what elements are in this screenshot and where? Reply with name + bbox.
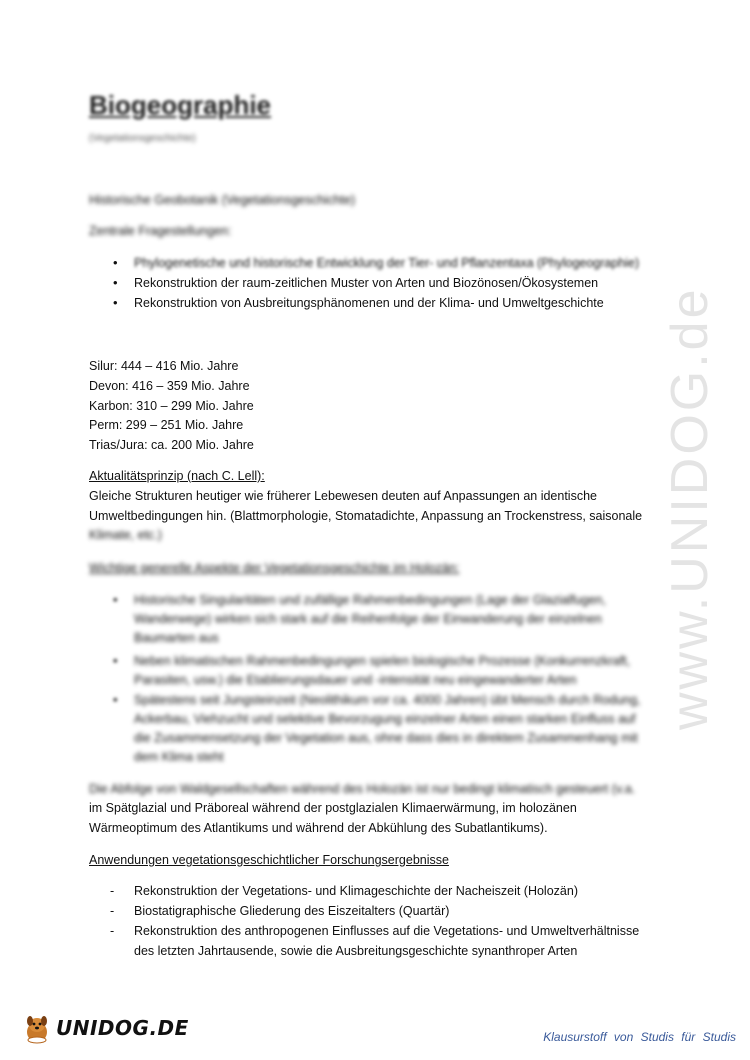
- dash-icon: -: [110, 924, 115, 938]
- application-item: Rekonstruktion des anthropogenen Einflusses auf die Vegetations- und Umweltverhältnisse: [134, 924, 640, 938]
- section-label: Historische Geobotanik (Vegetationsgeschichte): [89, 193, 356, 207]
- dash-icon: -: [110, 904, 115, 918]
- watermark: www.UNIDOG.de: [661, 286, 719, 730]
- application-item: Rekonstruktion der Vegetations- und Klimageschichte der Nacheiszeit (Holozän): [134, 884, 578, 898]
- question-item: Rekonstruktion der raum-zeitlichen Muster von Arten und Biozönosen/Ökosystemen: [134, 276, 599, 290]
- dash-icon: -: [110, 884, 115, 898]
- period-line: Silur: 444 – 416 Mio. Jahre: [89, 359, 239, 373]
- page-title: Biogeographie: [89, 90, 272, 120]
- aspect-line: die Zusammensetzung der Vegetation aus, ohne dass dies in direktem Zusammenhang mit: [134, 731, 638, 745]
- bullet-icon: •: [113, 653, 118, 668]
- page-subtitle: (Vegetationsgeschichte): [89, 133, 196, 144]
- question-item: Rekonstruktion von Ausbreitungsphänomenen und der Klima- und Umweltgeschichte: [134, 296, 604, 310]
- aspect-line: Historische Singularitäten und zufällige Rahmenbedingungen (Lage der Glazialfugen,: [134, 593, 606, 607]
- period-line: Perm: 299 – 251 Mio. Jahre: [89, 418, 244, 432]
- application-item-continued: des letzten Jahrtausende, sowie die Ausbreitungsgeschichte synanthroper Arten: [134, 944, 578, 958]
- bullet-icon: •: [113, 592, 118, 607]
- aspects-heading: Wichtige generelle Aspekte der Vegetationsgeschichte im Holozän:: [89, 561, 460, 575]
- aspect-line: dem Klima steht: [134, 750, 224, 764]
- footer-tagline: Klausurstoff von Studis für Studis: [543, 1030, 736, 1044]
- footer-logo[interactable]: [22, 1012, 189, 1044]
- dog-icon: [22, 1012, 52, 1044]
- period-line: Karbon: 310 – 299 Mio. Jahre: [89, 399, 254, 413]
- bullet-icon: •: [113, 295, 118, 310]
- aspect-line: Baumarten aus: [134, 631, 219, 645]
- application-item: Biostatigraphische Gliederung des Eiszeitalters (Quartär): [134, 904, 450, 918]
- aspect-line: Parasiten, usw.) die Etablierungsdauer und -intensität neu eingewanderter Arten: [134, 673, 577, 687]
- principle-line: Gleiche Strukturen heutiger wie früherer Lebewesen deuten auf Anpassungen an identische: [89, 489, 597, 503]
- aspect-line: Ackerbau, Viehzucht und selektive Bevorzugung einzelner Arten einen starken Einfluss auf: [134, 712, 636, 726]
- applications-heading: Anwendungen vegetationsgeschichtlicher Forschungsergebnisse: [89, 853, 449, 867]
- bullet-icon: •: [113, 692, 118, 707]
- principle-line: Umweltbedingungen hin. (Blattmorphologie, Stomatadichte, Anpassung an Trockenstress, saisonale: [89, 509, 643, 523]
- holocene-line: Wärmeoptimum des Atlantikums und während der Abkühlung des Subatlantikums).: [89, 821, 548, 835]
- period-line: Devon: 416 – 359 Mio. Jahre: [89, 379, 250, 393]
- period-line: Trias/Jura: ca. 200 Mio. Jahre: [89, 438, 254, 452]
- holocene-line: Die Abfolge von Waldgesellschaften während des Holozän ist nur bedingt klimatisch gesteuert (v.a.: [89, 782, 636, 796]
- logo-text: UNIDOG.DE: [56, 1016, 189, 1040]
- question-item: Phylogenetische und historische Entwicklung der Tier- und Pflanzentaxa (Phylogeographie): [134, 256, 640, 270]
- bullet-icon: •: [113, 255, 118, 270]
- questions-label: Zentrale Fragestellungen:: [89, 224, 232, 238]
- bullet-icon: •: [113, 275, 118, 290]
- principle-line: Klimate, etc.): [89, 528, 162, 542]
- aspect-line: Wanderwege) wirken sich stark auf die Reihenfolge der Einwanderung der einzelnen: [134, 612, 602, 626]
- holocene-line: im Spätglazial und Präboreal während der postglazialen Klimaerwärmung, im holozänen: [89, 801, 577, 815]
- aspect-line: Neben klimatischen Rahmenbedingungen spielen biologische Prozesse (Konkurrenzkraft,: [134, 654, 631, 668]
- principle-heading: Aktualitätsprinzip (nach C. Lell):: [89, 469, 265, 483]
- aspect-line: Spätestens seit Jungsteinzeit (Neolithikum vor ca. 4000 Jahren) übt Mensch durch Rodung,: [134, 693, 641, 707]
